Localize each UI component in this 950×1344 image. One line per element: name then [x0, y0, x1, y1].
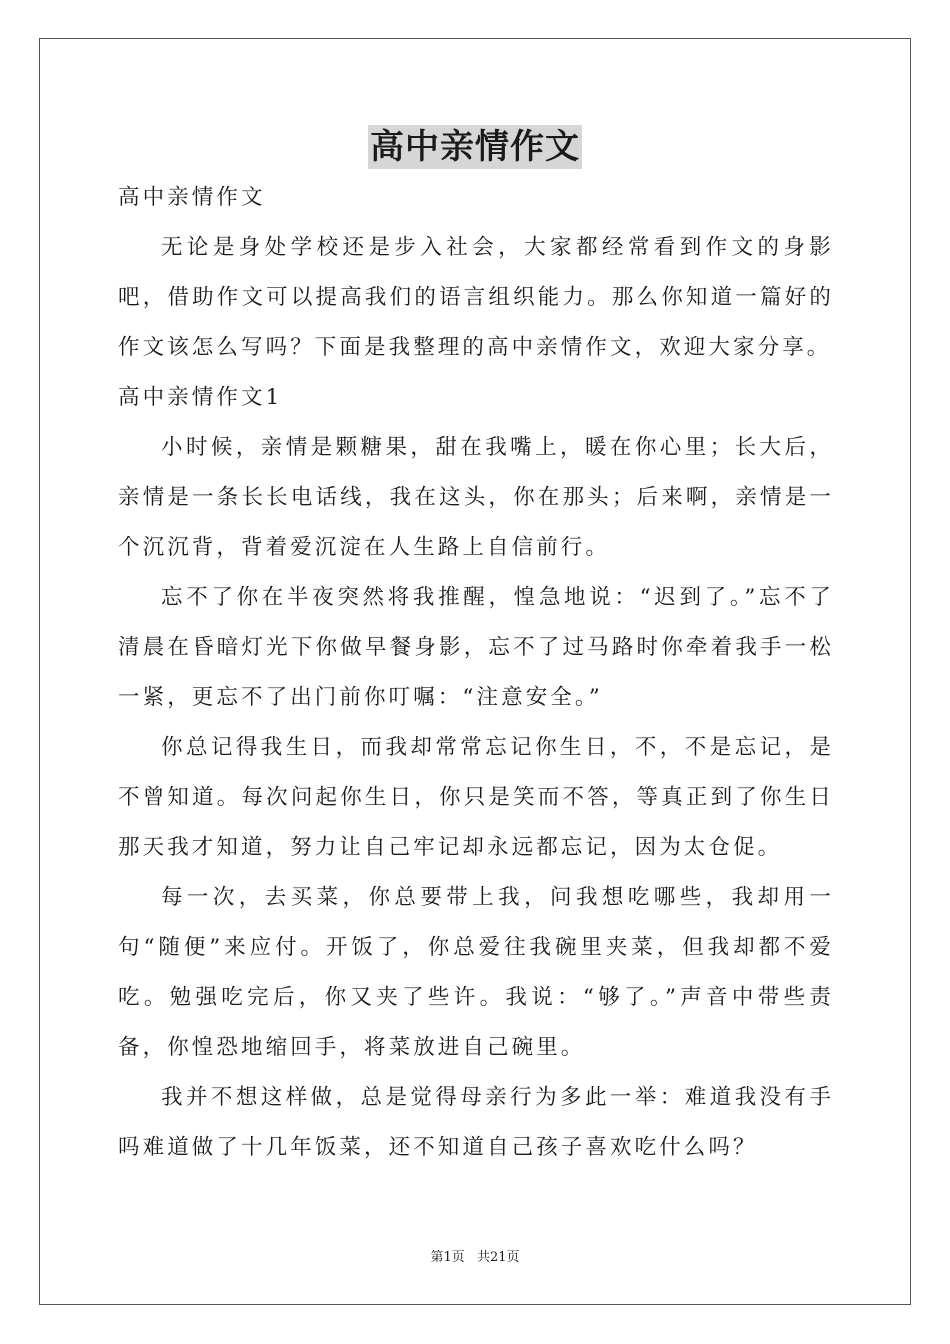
page-number: 第1页 [430, 1250, 465, 1265]
paragraph: 每一次，去买菜，你总要带上我，问我想吃哪些，我却用一句“随便”来应付。开饭了，你总爱往我碗里夹菜，但我却都不爱吃。勉强吃完后，你又夹了些许。我说：“够了。”声音中带些责备，你惶恐地缩回手，将菜放进自己碗里。 [118, 885, 834, 1060]
title-container [0, 125, 950, 169]
paragraph: 小时候，亲情是颗糖果，甜在我嘴上，暖在你心里；长大后，亲情是一条长长电话线，我在这头，你在那头；后来啊，亲情是一个沉沉背，背着爱沉淀在人生路上自信前行。 [118, 435, 834, 560]
section-heading: 高中亲情作文1 [118, 385, 283, 410]
page-footer [0, 1246, 950, 1265]
document-body [118, 173, 834, 1173]
paragraph: 你总记得我生日，而我却常常忘记你生日，不，不是忘记，是不曾知道。每次问起你生日，你只是笑而不答，等真正到了你生日那天我才知道，努力让自己牢记却永远都忘记，因为太仓促。 [118, 735, 834, 860]
paragraph: 无论是身处学校还是步入社会，大家都经常看到作文的身影吧，借助作文可以提高我们的语言组织能力。那么你知道一篇好的作文该怎么写吗？下面是我整理的高中亲情作文，欢迎大家分享。 [118, 235, 834, 360]
paragraph: 高中亲情作文 [118, 185, 266, 210]
document-title: 高中亲情作文 [370, 127, 580, 167]
paragraph: 我并不想这样做，总是觉得母亲行为多此一举：难道我没有手吗难道做了十几年饭菜，还不知道自己孩子喜欢吃什么吗？ [118, 1085, 834, 1160]
paragraph: 忘不了你在半夜突然将我推醒，惶急地说：“迟到了。”忘不了清晨在昏暗灯光下你做早餐身影，忘不了过马路时你牵着我手一松一紧，更忘不了出门前你叮嘱：“注意安全。” [118, 585, 834, 710]
page-total: 共21页 [476, 1250, 520, 1265]
